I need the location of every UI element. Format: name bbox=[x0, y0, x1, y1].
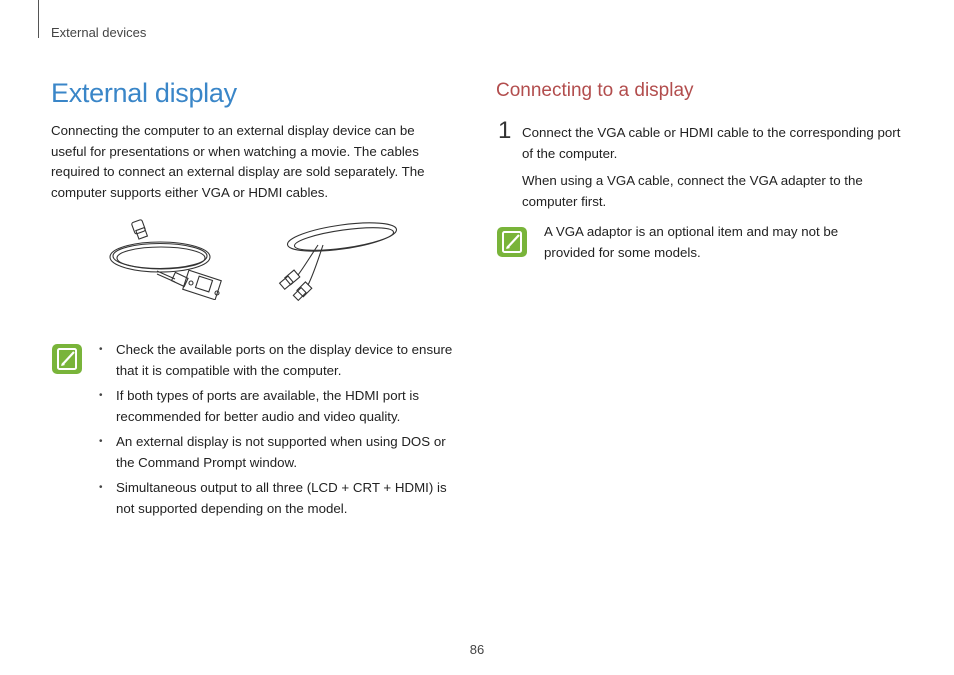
list-item: • An external display is not supported when using DOS or the Command Prompt window. bbox=[99, 432, 464, 473]
step-number: 1 bbox=[498, 117, 512, 144]
note-bullet-list bbox=[99, 340, 464, 524]
note-pencil-icon bbox=[497, 227, 527, 257]
hdmi-cable-icon bbox=[278, 215, 403, 303]
list-item: • If both types of ports are available, the HDMI port is recommended for better audio and video quality. bbox=[99, 386, 464, 427]
step-text: Connect the VGA cable or HDMI cable to the corresponding port of the computer. bbox=[522, 125, 901, 161]
intro-paragraph: Connecting the computer to an external display device can be useful for presentations or when watching a movie. The cables required to connect an external display are sold separately. The computer supports either VGA or HDMI cables. bbox=[51, 123, 425, 200]
running-header: External devices bbox=[51, 25, 147, 40]
list-item: • Simultaneous output to all three (LCD + CRT + HDMI) is not supported depending on the model. bbox=[99, 478, 464, 519]
list-item: • Check the available ports on the display device to ensure that it is compatible with the computer. bbox=[99, 340, 464, 381]
vga-cable-icon bbox=[105, 215, 230, 300]
note-text: A VGA adaptor is an optional item and may not be provided for some models. bbox=[544, 224, 839, 260]
header-rule bbox=[38, 0, 39, 38]
page-number: 86 bbox=[469, 642, 485, 657]
section-title: Connecting to a display bbox=[496, 80, 694, 101]
note-pencil-icon bbox=[52, 344, 82, 374]
page-title: External display bbox=[51, 78, 237, 108]
step-subtext: When using a VGA cable, connect the VGA adapter to the computer first. bbox=[522, 173, 863, 209]
